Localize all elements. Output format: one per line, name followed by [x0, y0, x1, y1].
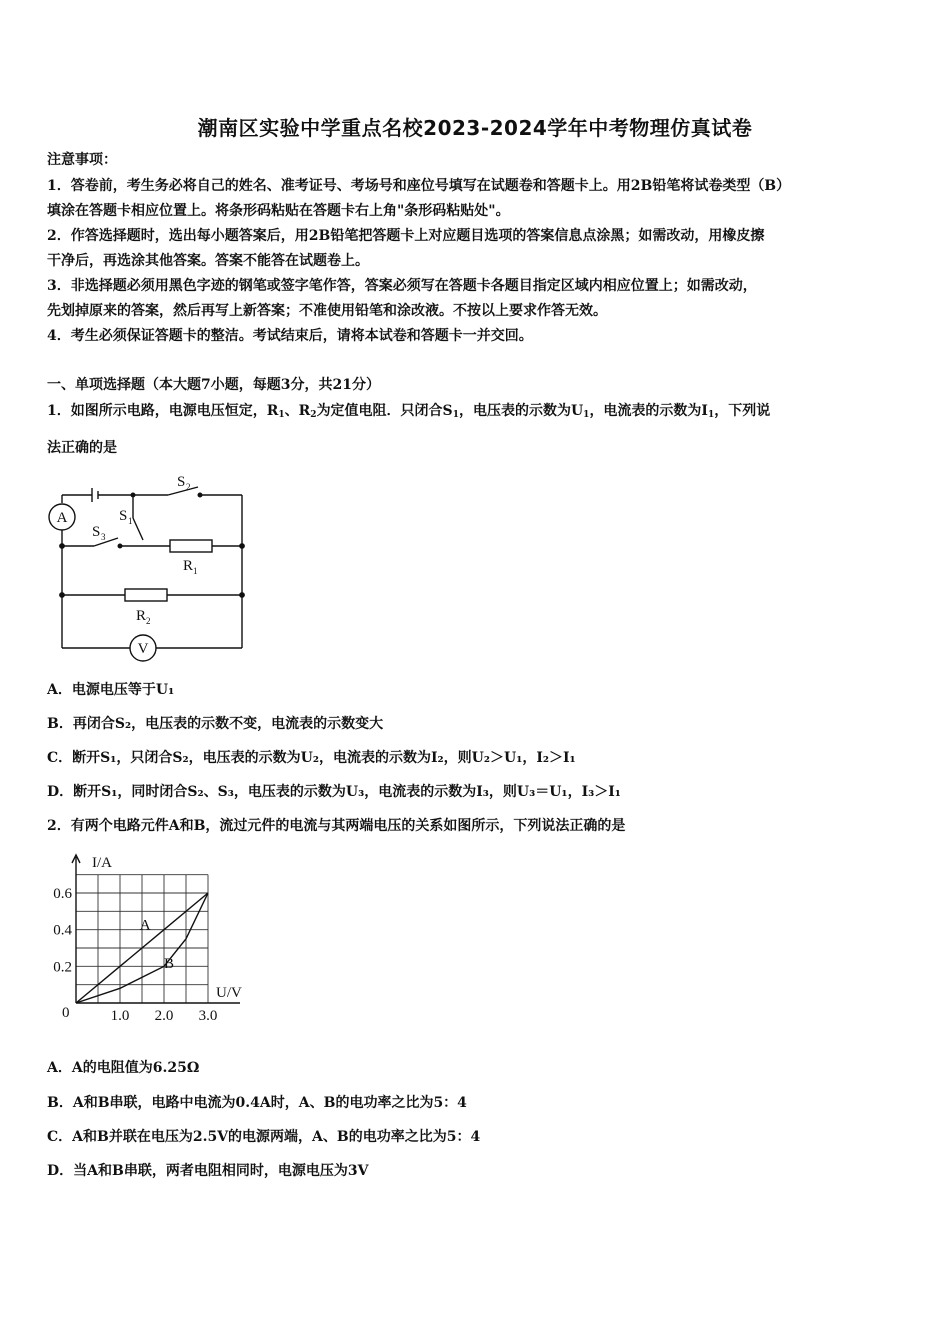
- note-line: 2．作答选择题时，选出每小题答案后，用2B铅笔把答题卡上对应题目选项的答案信息点涂黑；如需改动，用橡皮擦: [47, 228, 765, 244]
- notes-heading: 注意事项：: [47, 152, 117, 168]
- resistor-r1: [170, 540, 212, 552]
- x-tick-label: 2.0: [154, 1008, 174, 1024]
- note-line: 1．答卷前，考生务必将自己的姓名、准考证号、考场号和座位号填写在试题卷和答题卡上。用2B铅笔将试卷类型（B）: [47, 178, 791, 194]
- note-line: 先划掉原来的答案，然后再写上新答案；不准使用铅笔和涂改液。不按以上要求作答无效。: [47, 303, 607, 319]
- s3-sub: 3: [101, 532, 106, 542]
- circuit-diagram: [40, 470, 270, 670]
- r2-label: R: [136, 608, 147, 624]
- series-b-label: B: [164, 956, 175, 973]
- s1-label: S: [119, 508, 128, 524]
- r1-sub: 1: [193, 566, 198, 576]
- s2-sub: 2: [186, 482, 191, 492]
- page-title: 潮南区实验中学重点名校2023-2024学年中考物理仿真试卷: [197, 116, 753, 140]
- x-tick-label: 3.0: [198, 1008, 218, 1024]
- s2-label: S: [177, 474, 186, 490]
- s1-sub: 1: [128, 516, 133, 526]
- q1-option-b: B．再闭合S₂，电压表的示数不变，电流表的示数变大: [47, 716, 384, 732]
- voltmeter-label: V: [137, 641, 149, 657]
- q1-option-c: C．断开S₁，只闭合S₂，电压表的示数为U₂，电流表的示数为I₂，则U₂＞U₁，I₂＞I₁: [47, 750, 576, 766]
- series-a-label: A: [139, 917, 151, 934]
- q2-option-b: B．A和B串联，电路中电流为0.4A时，A、B的电功率之比为5：4: [47, 1095, 467, 1111]
- q1-option-a: A．电源电压等于U₁: [47, 682, 175, 698]
- iu-chart: [40, 845, 260, 1030]
- note-line: 填涂在答题卡相应位置上。将条形码粘贴在答题卡右上角"条形码粘贴处"。: [47, 203, 510, 219]
- q2-stem: 2．有两个电路元件A和B，流过元件的电流与其两端电压的关系如图所示，下列说法正确的是: [47, 818, 626, 834]
- y-tick-label: 0.6: [53, 886, 72, 902]
- note-line: 3．非选择题必须用黑色字迹的钢笔或签字笔作答，答案必须写在答题卡各题目指定区域内相应位置上；如需改动，: [47, 278, 757, 294]
- y-tick-label: 0.4: [53, 922, 72, 939]
- r1-label: R: [183, 558, 194, 574]
- x-axis-label: U/V: [216, 985, 242, 1001]
- origin-label: 0: [62, 1005, 70, 1021]
- section-heading: 一、单项选择题（本大题7小题，每题3分，共21分）: [47, 377, 380, 393]
- r2-sub: 2: [146, 616, 151, 626]
- q1-option-d: D．断开S₁，同时闭合S₂、S₃，电压表的示数为U₃，电流表的示数为I₃，则U₃＝U₁，I₃＞I₁: [47, 784, 621, 800]
- switch-s1: [133, 518, 143, 540]
- q2-option-a: A．A的电阻值为6.25Ω: [47, 1060, 200, 1076]
- x-tick-label: 1.0: [110, 1008, 130, 1024]
- note-line: 4．考生必须保证答题卡的整洁。考试结束后，请将本试卷和答题卡一并交回。: [47, 328, 533, 344]
- y-axis-label: I/A: [92, 855, 112, 871]
- s3-label: S: [92, 524, 101, 540]
- y-tick-label: 0.2: [53, 959, 72, 976]
- resistor-r2: [125, 589, 167, 601]
- q1-stem: 1．如图所示电路，电源电压恒定，$R_1$、$R_2$为定值电阻．只闭合$S_1$，电压表的示数为$U_1$，电流表的示数为$I_1$，下列说: [47, 403, 771, 420]
- q2-option-d: D．当A和B串联，两者电阻相同时，电源电压为3V: [47, 1163, 369, 1179]
- q1-stem-cont: 法正确的是: [47, 440, 117, 456]
- note-line: 干净后，再选涂其他答案。答案不能答在试题卷上。: [47, 253, 369, 269]
- q2-option-c: C．A和B并联在电压为2.5V的电源两端，A、B的电功率之比为5：4: [47, 1129, 481, 1145]
- ammeter-label: A: [56, 510, 68, 526]
